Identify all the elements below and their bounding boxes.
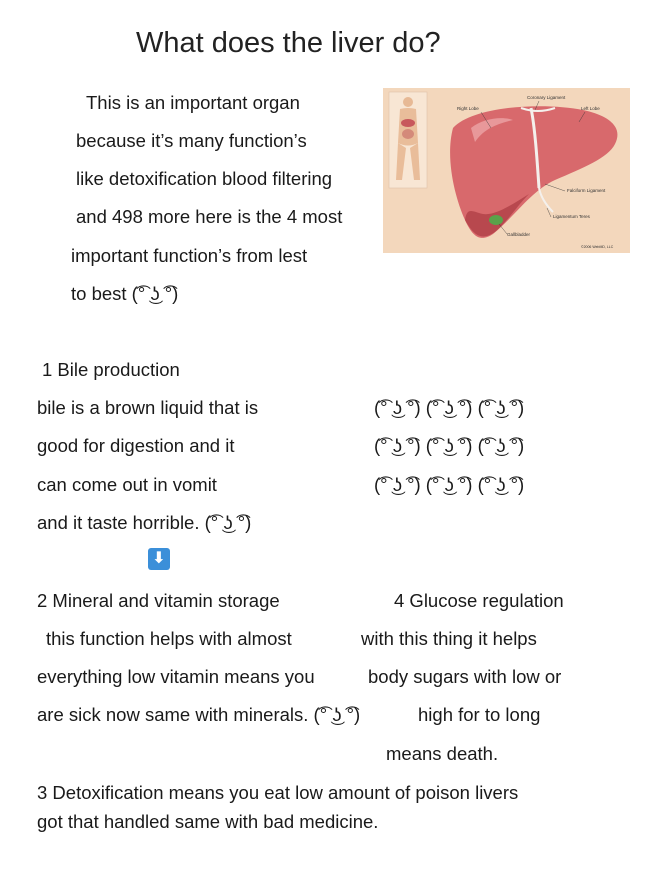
body-thumbnail-icon [389,92,427,188]
label-falciform-ligament: Falciform Ligament [567,188,606,193]
section1-line: and it taste horrible. (͡° ͜ʖ ͡°) [37,512,252,533]
section4-line: with this thing it helps [361,628,537,649]
label-ligamentum-teres: Ligamentum Teres [553,214,590,219]
section1-heading: 1 Bile production [42,359,180,380]
page-title: What does the liver do? [136,27,441,59]
down-arrow-icon: ⬇ [148,548,170,570]
section4-heading: 4 Glucose regulation [394,590,564,611]
section4-line: body sugars with low or [368,666,562,687]
intro-line: because it’s many function’s [76,130,307,151]
intro-line: to best (͡° ͜ʖ ͡°) [71,283,179,304]
section1-line: good for digestion and it [37,435,235,456]
label-right-lobe: Right Lobe [457,106,479,111]
section2-line: everything low vitamin means you [37,666,315,687]
section2-line: are sick now same with minerals. (͡° ͜ʖ ͡°) [37,704,361,725]
figure-copyright: ©2006 WebMD, LLC [581,245,614,249]
section4-line: means death. [386,743,499,764]
section2-heading: 2 Mineral and vitamin storage [37,590,280,611]
intro-line: This is an important organ [86,92,300,113]
liver-diagram [383,88,630,253]
section3-line: got that handled same with bad medicine. [37,811,379,832]
label-gallbladder: Gallbladder [507,232,531,237]
faces-row: (͡° ͜ʖ ͡°) (͡° ͜ʖ ͡°) (͡° ͜ʖ ͡°) [374,435,525,456]
section1-line: can come out in vomit [37,474,217,495]
section3-line: 3 Detoxification means you eat low amount of poison livers [37,782,519,803]
faces-row: (͡° ͜ʖ ͡°) (͡° ͜ʖ ͡°) (͡° ͜ʖ ͡°) [374,474,525,495]
section1-line: bile is a brown liquid that is [37,397,259,418]
intro-line: important function’s from lest [71,245,308,266]
label-left-lobe: Left Lobe [581,106,600,111]
faces-row: (͡° ͜ʖ ͡°) (͡° ͜ʖ ͡°) (͡° ͜ʖ ͡°) [374,397,525,418]
section2-line: this function helps with almost [46,628,292,649]
section4-line: high for to long [418,704,541,725]
intro-line: like detoxification blood filtering [76,168,333,189]
label-coronary-ligament: Coronary Ligament [527,95,566,100]
intro-line: and 498 more here is the 4 most [76,206,343,227]
